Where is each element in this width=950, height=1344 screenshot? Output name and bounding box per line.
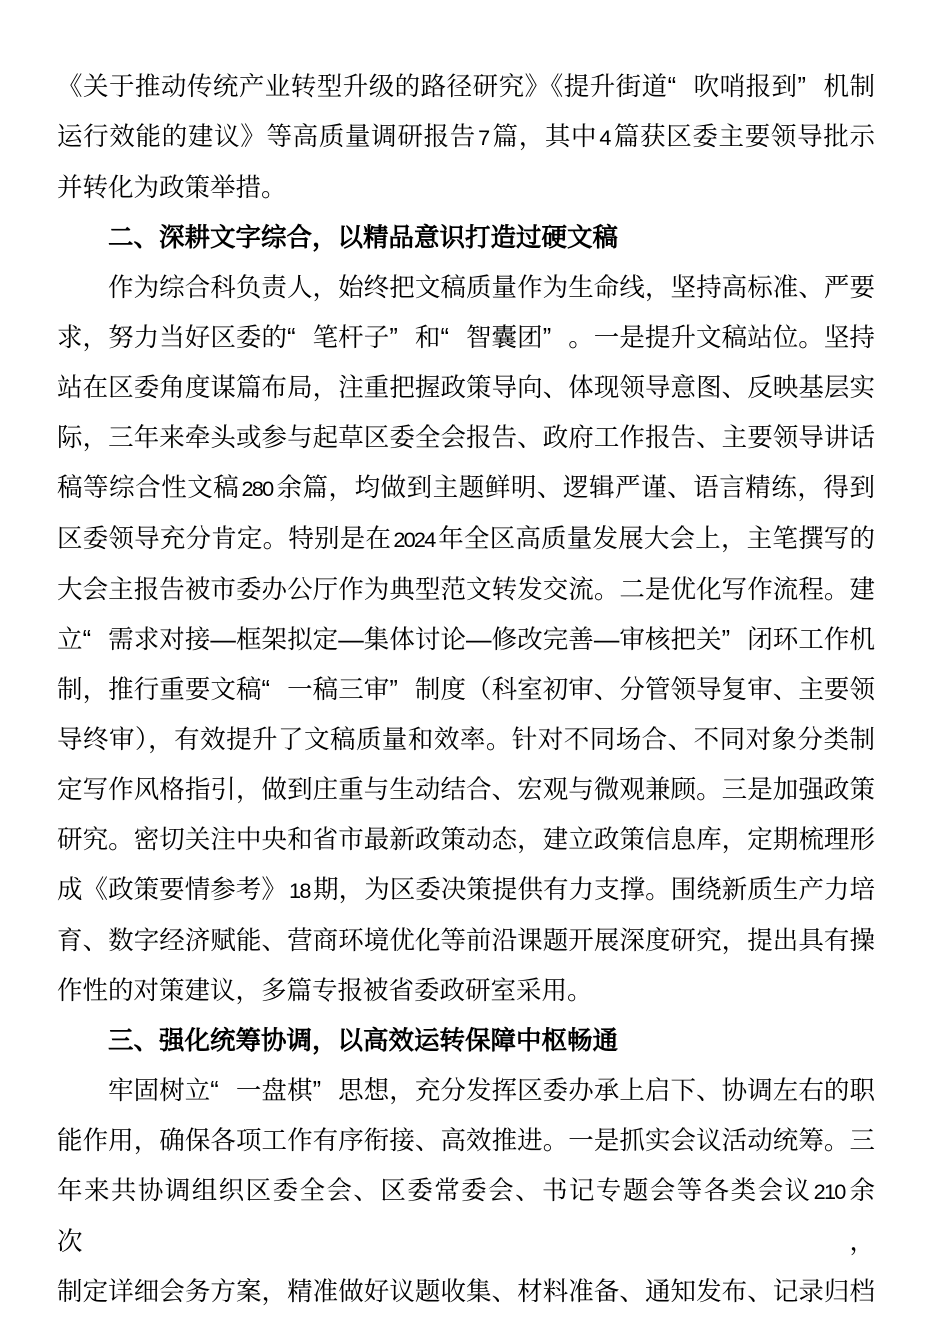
fullwidth-quote: “ [667, 73, 677, 101]
text-line: 《关于推动传统产业转型升级的路径研究》《提升街道“ 吹哨报到” 机制 [57, 62, 875, 112]
number-text: 7 [478, 125, 489, 150]
text-line: 作为综合科负责人，始终把文稿质量作为生命线，坚持高标准、严要 [108, 274, 875, 302]
text-line: 年来共协调组织区委全会、区委常委会、书记专题会等各类会议210 余次， [57, 1177, 875, 1256]
section-heading [57, 1016, 875, 1066]
number-text: 280 [241, 476, 273, 501]
fullwidth-quote: ” [797, 73, 807, 101]
fullwidth-quote: “ [210, 1077, 219, 1105]
text-line: 成《政策要情参考》18 期，为区委决策提供有力支撑。围绕新质生产力培 [57, 876, 875, 904]
text-line: 育、数字经济赋能、营商环境优化等前沿课题开展深度研究，提出具有操 [57, 927, 875, 955]
text-line: 研究。密切关注中央和省市最新政策动态，建立政策信息库，定期梳理形 [57, 826, 875, 854]
text-line: 立“ 需求对接—框架拟定—集体讨论—修改完善—审核把关” 闭环工作机 [57, 615, 875, 665]
number-text: 2024 [393, 527, 435, 552]
document-body [57, 62, 875, 1317]
text-line: 作性的对策建议，多篇专报被省委政研室采用。 [57, 977, 593, 1005]
number-text: 4 [599, 125, 610, 150]
number-text: 18 [289, 878, 310, 903]
number-text: 210 [813, 1179, 845, 1204]
fullwidth-quote: “ [287, 324, 296, 352]
fullwidth-quote: ” [721, 626, 731, 654]
text-line: 制，推行重要文稿“ 一稿三审” 制度（科室初审、分管领导复审、主要领 [57, 665, 875, 715]
text-line: 并转化为政策举措。 [57, 174, 287, 202]
text-line: 际，三年来牵头或参与起草区委全会报告、政府工作报告、主要领导讲话 [57, 424, 875, 452]
paragraph [57, 263, 875, 1016]
section-heading [57, 213, 875, 263]
paragraph [57, 62, 875, 213]
text-line: 能作用，确保各项工作有序衔接、高效推进。一是抓实会议活动统筹。三 [57, 1127, 875, 1155]
fullwidth-quote: “ [261, 676, 271, 704]
text-line: 二、深耕文字综合，以精品意识打造过硬文稿 [108, 224, 619, 252]
paragraph [57, 1066, 875, 1317]
text-line: 牢固树立“ 一盘棋” 思想，充分发挥区委办承上启下、协调左右的职 [57, 1066, 875, 1116]
text-line: 定写作风格指引，做到庄重与生动结合、宏观与微观兼顾。三是加强政策 [57, 776, 875, 804]
fullwidth-quote: ” [389, 676, 398, 704]
fullwidth-quote: “ [440, 324, 449, 352]
fullwidth-quote: “ [82, 626, 92, 654]
text-line: 求，努力当好区委的“ 笔杆子” 和“ 智囊团” 。一是提升文稿站位。坚持 [57, 313, 875, 363]
text-line: 导终审），有效提升了文稿质量和效率。针对不同场合、不同对象分类制 [57, 726, 875, 754]
fullwidth-quote: ” [542, 324, 552, 352]
text-line: 制定详细会务方案，精准做好议题收集、材料准备、通知发布、记录归档 [57, 1278, 875, 1306]
text-line: 三、强化统筹协调，以高效运转保障中枢畅通 [108, 1027, 619, 1055]
fullwidth-quote: ” [312, 1077, 322, 1105]
text-line: 稿等综合性文稿280 余篇，均做到主题鲜明、逻辑严谨、语言精练，得到 [57, 474, 875, 502]
text-line: 大会主报告被市委办公厅作为典型范文转发交流。二是优化写作流程。建 [57, 576, 875, 604]
text-line: 站在区委角度谋篇布局，注重把握政策导向、体现领导意图、反映基层实 [57, 374, 875, 402]
text-line: 区委领导充分肯定。特别是在2024 年全区高质量发展大会上，主笔撰写的 [57, 525, 875, 553]
fullwidth-quote: ” [389, 324, 398, 352]
text-line: 运行效能的建议》等高质量调研报告7 篇，其中4 篇获区委主要领导批示 [57, 123, 875, 151]
